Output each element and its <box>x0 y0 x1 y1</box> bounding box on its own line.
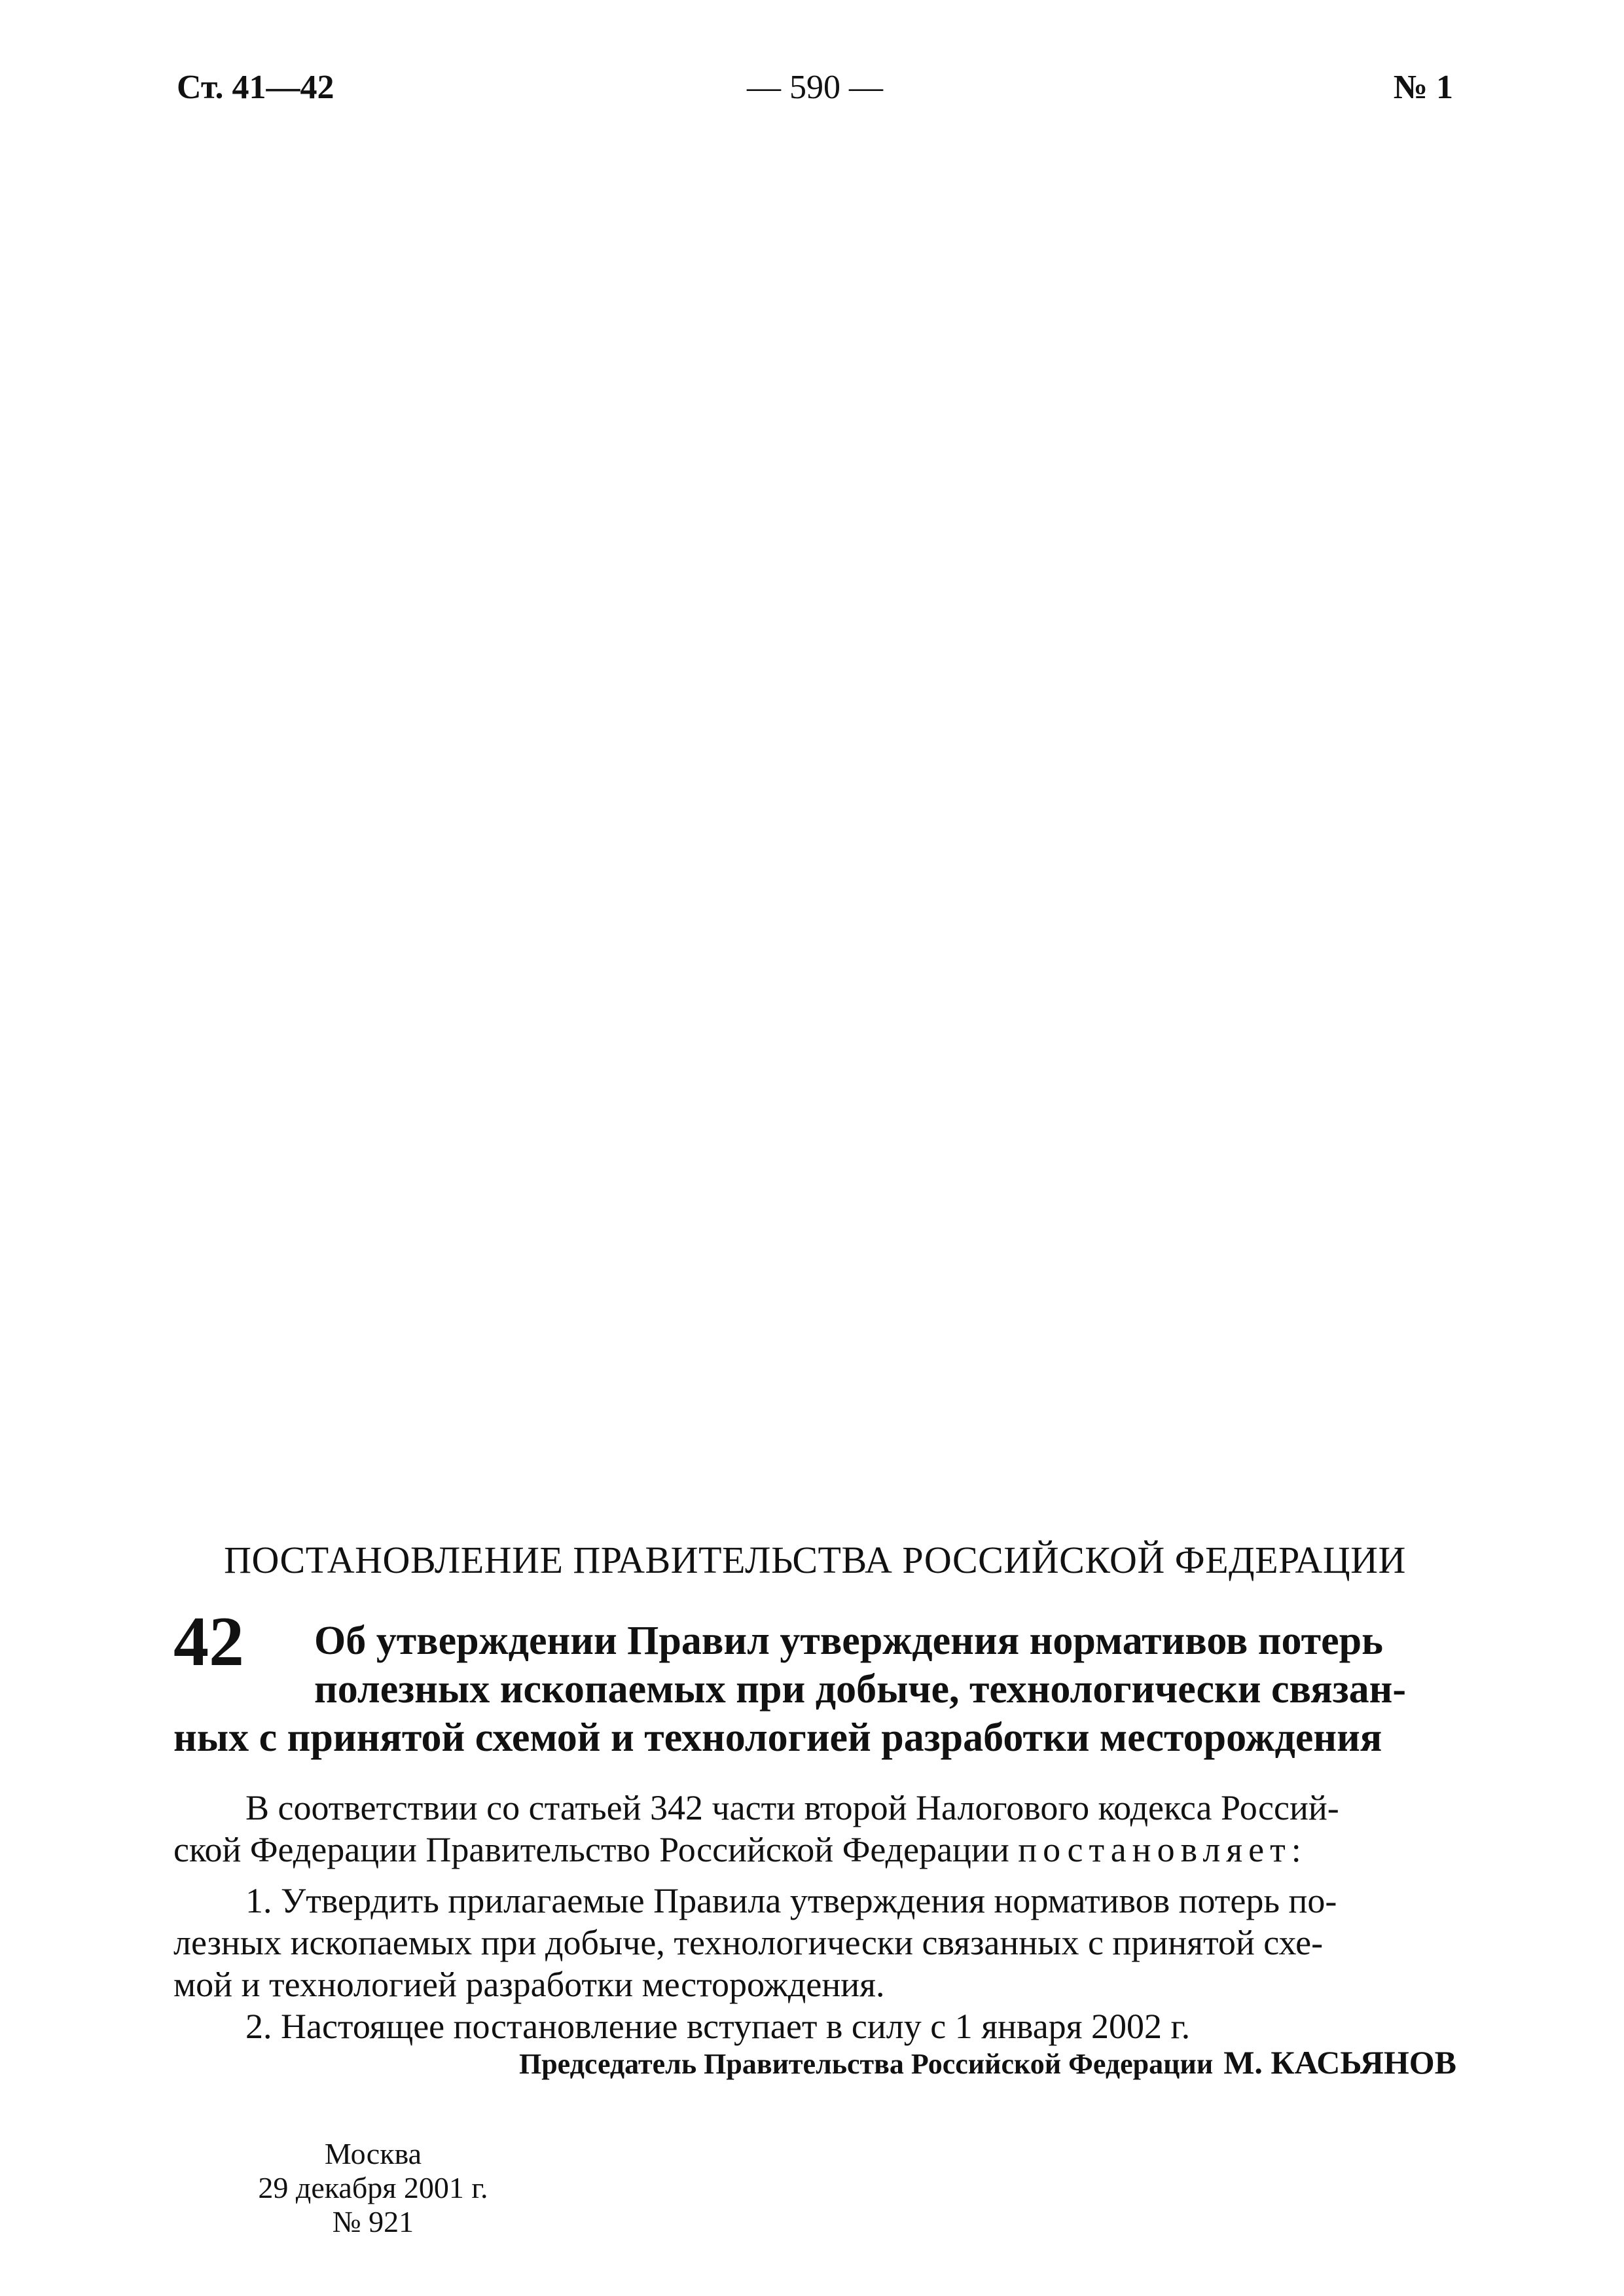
date: 29 декабря 2001 г. <box>258 2171 488 2204</box>
item-2-line: 2. Настоящее постановление вступает в силу с 1 января 2002 г. <box>245 2007 1191 2046</box>
page-header <box>177 68 1453 120</box>
item-1-line: мой и технологией разработки месторождения. <box>173 1965 885 2004</box>
signatory-position: Председатель Правительства Российской Федерации <box>518 2048 1214 2080</box>
article-range: Ст. 41—42 <box>177 69 334 106</box>
act-title-line: Об утверждении Правил утверждения нормативов потерь <box>314 1619 1383 1663</box>
preamble-text: ской Федерации Правительство Российской Федерации <box>173 1830 1019 1869</box>
decree-number: № 921 <box>332 2205 414 2238</box>
page-number: — 590 — <box>747 69 883 106</box>
resolves-word: постановляет <box>1018 1830 1291 1869</box>
signature-block <box>177 2043 1456 2081</box>
act-number: 42 <box>173 1603 244 1681</box>
city: Москва <box>324 2137 422 2170</box>
act-title-line: полезных ископаемых при добыче, технологически связан- <box>314 1667 1406 1712</box>
decree-type: ПОСТАНОВЛЕНИЕ ПРАВИТЕЛЬСТВА РОССИЙСКОЙ ФЕДЕРАЦИИ <box>224 1539 1406 1581</box>
preamble-line: В соответствии со статьей 342 части второй Налогового кодекса Россий- <box>245 1788 1339 1827</box>
act-title-line: ных с принятой схемой и технологией разработки месторождения <box>173 1715 1382 1760</box>
signatory-name: М. КАСЬЯНОВ <box>1223 2044 1456 2081</box>
preamble-colon: : <box>1291 1830 1301 1869</box>
item-1-line: 1. Утвердить прилагаемые Правила утверждения нормативов потерь по- <box>245 1881 1337 1920</box>
preamble-line <box>173 1829 1456 1871</box>
act-title <box>173 1617 1456 1762</box>
place-date-block <box>242 2137 504 2239</box>
item-1-line: лезных ископаемых при добыче, технологически связанных с принятой схе- <box>173 1923 1324 1962</box>
decree-body <box>173 1787 1456 2047</box>
issue-number: № 1 <box>1393 69 1453 106</box>
